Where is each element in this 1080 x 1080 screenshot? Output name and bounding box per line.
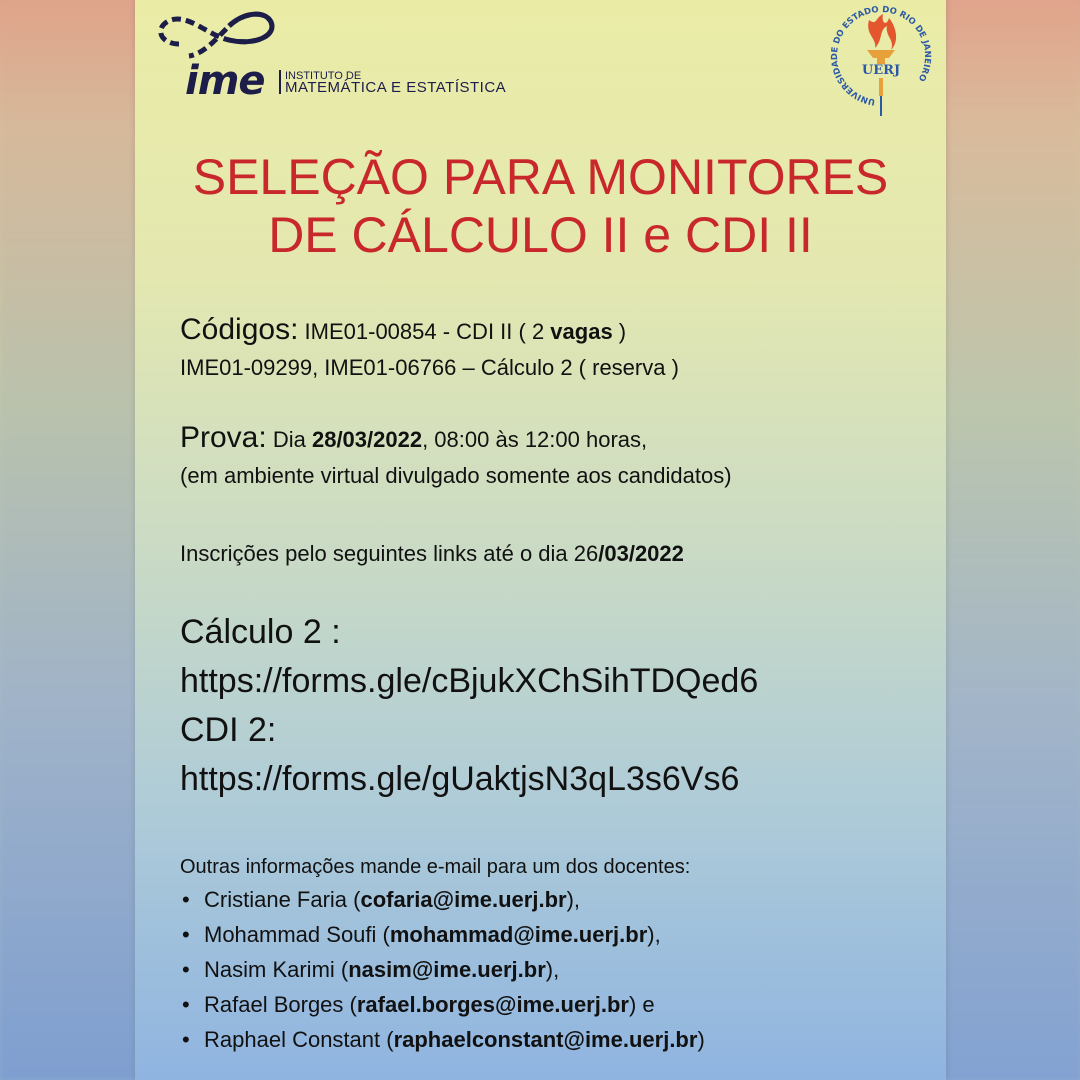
ime-logo	[149, 6, 509, 104]
prova-section	[180, 420, 732, 494]
title-line1: SELEÇÃO PARA MONITORES	[192, 149, 889, 205]
contacts-section	[180, 852, 705, 1057]
docente-suffix: )	[697, 1027, 705, 1052]
codigos-line1-prefix: IME01-00854 - CDI II ( 2	[304, 319, 551, 344]
uerj-seal-icon	[825, 0, 937, 118]
prova-label: Prova:	[180, 421, 267, 454]
docente-email[interactable]: cofaria@ime.uerj.br	[360, 887, 567, 912]
docente-name: Raphael Constant (	[204, 1027, 394, 1052]
calculo-link[interactable]: https://forms.gle/cBjukXChSihTDQed6	[180, 662, 759, 700]
institute-line1: INSTITUTO DE	[285, 70, 362, 82]
docente-name: Cristiane Faria (	[204, 887, 361, 912]
inscricoes-text: Inscrições pelo seguintes links até o dia 26	[180, 541, 599, 566]
poster	[135, 0, 946, 1080]
calculo-link-label: Cálculo 2 :	[180, 613, 341, 651]
prova-date: 28/03/2022	[311, 427, 423, 452]
uerj-abbrev: UERJ	[861, 63, 901, 78]
list-item	[180, 1022, 705, 1057]
institute-line2: MATEMÁTICA E ESTATÍSTICA	[285, 79, 507, 96]
docente-suffix: ),	[647, 922, 661, 947]
codigos-label: Códigos:	[180, 313, 299, 346]
prova-note: (em ambiente virtual divulgado somente aos candidatos)	[180, 463, 732, 488]
cdi-link-label: CDI 2:	[180, 711, 277, 749]
ime-logo-text: ime	[185, 58, 265, 104]
title-line2: DE CÁLCULO II e CDI II	[268, 207, 813, 263]
codigos-line1-suffix: )	[612, 319, 627, 344]
list-item	[180, 987, 705, 1022]
list-item	[180, 882, 705, 917]
docente-email[interactable]: nasim@ime.uerj.br	[348, 957, 546, 982]
docente-name: Nasim Karimi (	[204, 957, 349, 982]
inscricoes-section	[180, 536, 684, 572]
blurred-background-right	[946, 0, 1080, 1080]
inscricoes-date: /03/2022	[598, 541, 684, 566]
docente-name: Rafael Borges (	[204, 992, 357, 1017]
institute-name	[279, 70, 506, 94]
docente-suffix: ),	[545, 957, 560, 982]
codigos-vagas: vagas	[550, 319, 613, 344]
list-item	[180, 952, 705, 987]
docente-suffix: ),	[566, 887, 581, 912]
list-item	[180, 917, 705, 952]
docente-email[interactable]: rafael.borges@ime.uerj.br	[356, 992, 629, 1017]
prova-day: Dia	[272, 427, 312, 452]
codigos-section	[180, 312, 679, 386]
cdi-link[interactable]: https://forms.gle/gUaktjsN3qL3s6Vs6	[180, 760, 740, 798]
uerj-ring-text: UNIVERSIDADE DO ESTADO DO RIO DE JANEIRO	[830, 4, 933, 107]
page-title	[135, 148, 946, 264]
links-section	[180, 608, 758, 804]
docente-email[interactable]: mohammad@ime.uerj.br	[389, 922, 648, 947]
docente-email[interactable]: raphaelconstant@ime.uerj.br	[393, 1027, 698, 1052]
docente-name: Mohammad Soufi (	[204, 922, 390, 947]
docente-suffix: ) e	[628, 992, 655, 1017]
contacts-intro: Outras informações mande e-mail para um dos docentes:	[180, 856, 691, 878]
docentes-list	[180, 882, 705, 1057]
blurred-background-left	[0, 0, 135, 1080]
codigos-line2: IME01-09299, IME01-06766 – Cálculo 2 ( reserva )	[180, 355, 679, 380]
prova-time: , 08:00 às 12:00 horas,	[422, 427, 648, 452]
